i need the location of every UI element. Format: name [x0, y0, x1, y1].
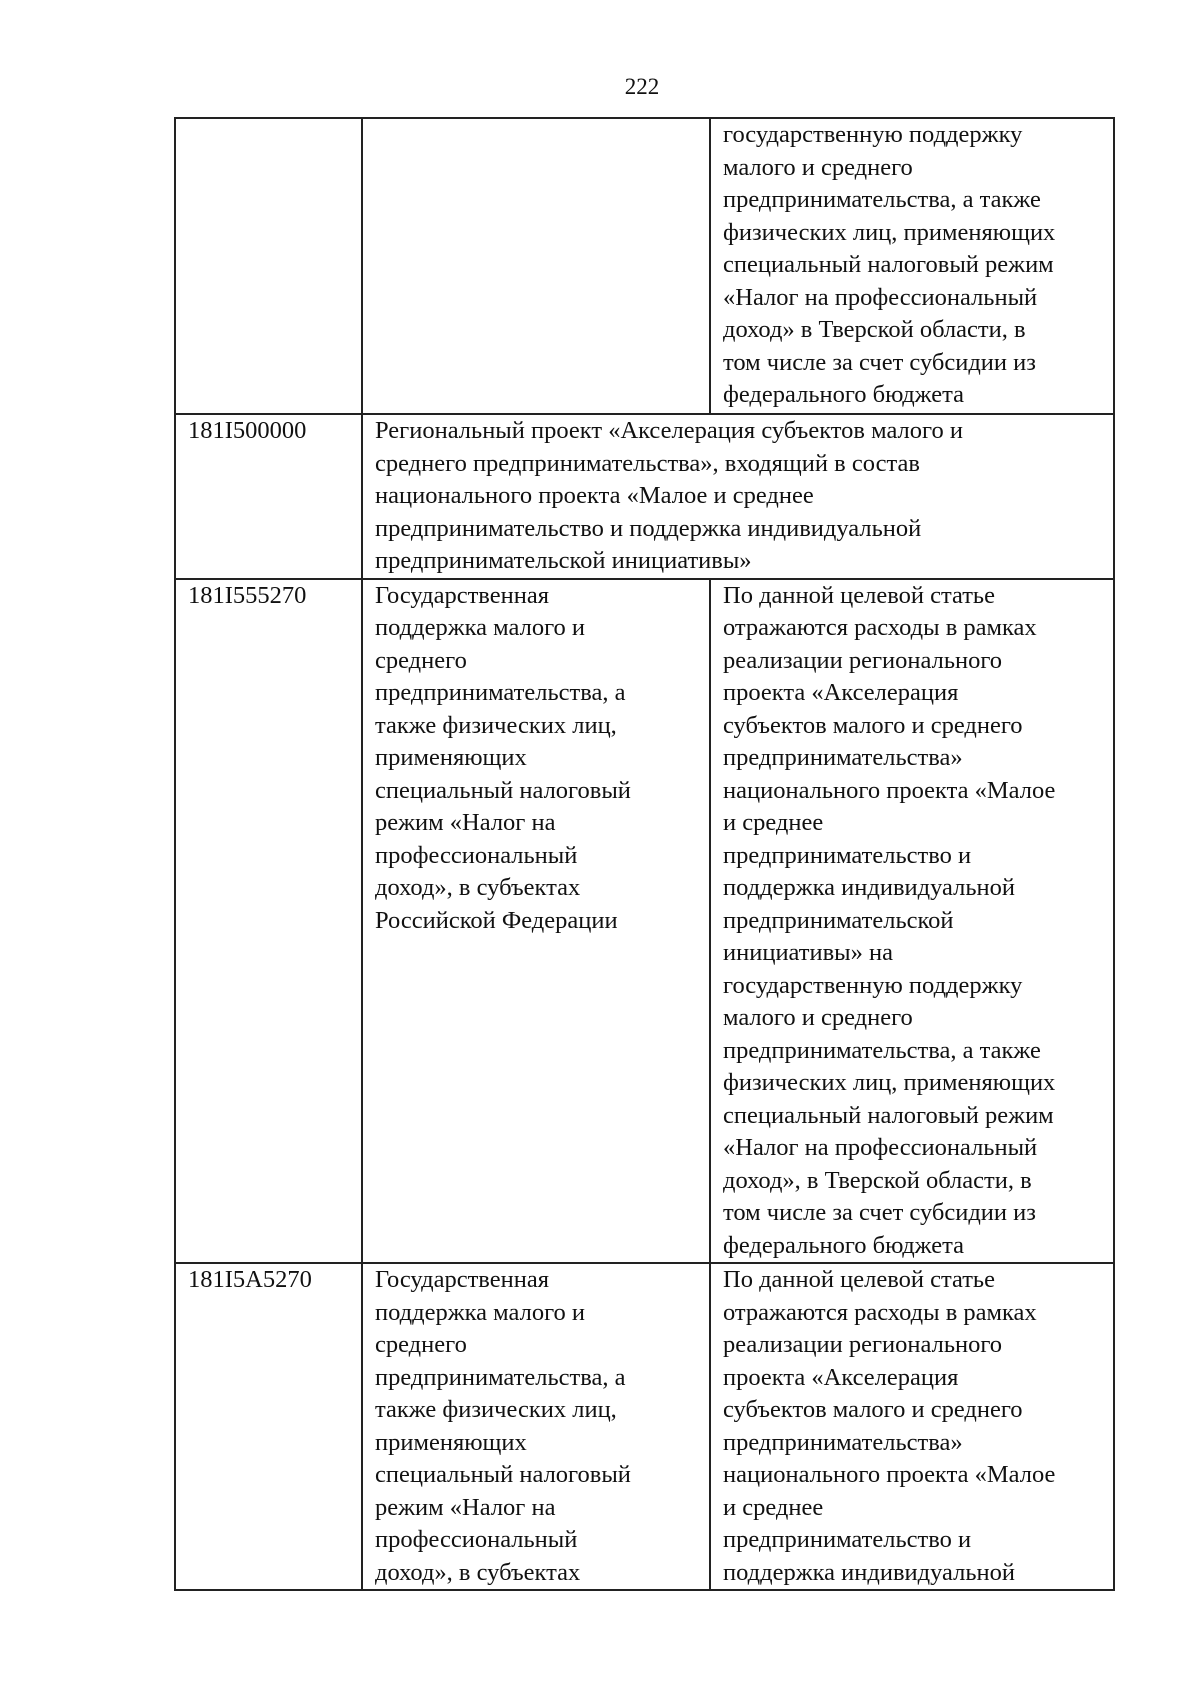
- description-line: доход», в Тверской области, в: [723, 1166, 1032, 1194]
- description-line: По данной целевой статье: [723, 1266, 995, 1293]
- name-cell: [362, 579, 710, 1264]
- table-row: [175, 118, 1114, 414]
- description-line: По данной целевой статье: [723, 581, 995, 609]
- description-line: национального проекта «Малое: [723, 1461, 1056, 1488]
- table-row: [175, 579, 1114, 1264]
- name-line: национального проекта «Малое и среднее: [375, 482, 814, 509]
- description-line: предпринимательство и: [723, 841, 972, 869]
- name-line: Государственная: [375, 1266, 549, 1293]
- name-line: доход», в субъектах: [375, 874, 581, 901]
- description-line: том числе за счет субсидии из: [723, 1199, 1036, 1226]
- description-line: государственную поддержку: [723, 121, 1023, 148]
- name-line: поддержка малого и: [375, 1298, 585, 1326]
- description-cell: [710, 118, 1114, 414]
- name-line: применяющих: [375, 744, 527, 771]
- description-line: отражаются расходы в рамках: [723, 614, 1037, 641]
- description-line: специальный налоговый режим: [723, 251, 1054, 278]
- name-line: Российской Федерации: [375, 906, 618, 934]
- description-line: проекта «Акселерация: [723, 679, 959, 706]
- description-line: предпринимательства, а также: [723, 186, 1041, 213]
- name-line: применяющих: [375, 1428, 527, 1456]
- description-line: специальный налоговый режим: [723, 1101, 1054, 1129]
- description-line: предпринимательской: [723, 906, 954, 934]
- name-line: профессиональный: [375, 1526, 578, 1553]
- name-line: предпринимательской инициативы»: [375, 547, 752, 574]
- description-line: поддержка индивидуальной: [723, 1558, 1016, 1586]
- description-line: физических лиц, применяющих: [723, 218, 1056, 246]
- name-line: специальный налоговый: [375, 1461, 631, 1488]
- description-line: предпринимательство и: [723, 1526, 972, 1553]
- description-line: предпринимательства»: [723, 1428, 963, 1456]
- description-line: субъектов малого и среднего: [723, 1396, 1023, 1423]
- name-line: среднего: [375, 646, 467, 674]
- description-line: предпринимательства, а также: [723, 1036, 1041, 1064]
- name-line: Региональный проект «Акселерация субъектов малого и: [375, 417, 963, 444]
- code-cell: 181I555270: [175, 579, 362, 1264]
- name-line: профессиональный: [375, 841, 578, 869]
- description-line: федерального бюджета: [723, 1231, 965, 1259]
- name-cell: [362, 118, 710, 414]
- name-line: предпринимательства, а: [375, 679, 626, 706]
- name-cell: [362, 1263, 710, 1590]
- name-line: специальный налоговый: [375, 776, 631, 804]
- description-line: инициативы» на: [723, 939, 894, 966]
- budget-classification-table: [174, 117, 1115, 1591]
- code-cell: 181I500000: [175, 414, 362, 579]
- page-number: 222: [624, 74, 660, 99]
- name-line: режим «Налог на: [375, 809, 556, 836]
- name-line: предпринимательство и поддержка индивидуальной: [375, 514, 922, 542]
- description-cell: [710, 579, 1114, 1264]
- description-line: малого и среднего: [723, 153, 913, 181]
- description-line: доход» в Тверской области, в: [723, 316, 1026, 343]
- table-row: [175, 414, 1114, 579]
- description-line: и среднее: [723, 1493, 824, 1521]
- description-line: субъектов малого и среднего: [723, 711, 1023, 739]
- name-line: поддержка малого и: [375, 614, 585, 641]
- name-line: также физических лиц,: [375, 1396, 617, 1423]
- description-line: «Налог на профессиональный: [723, 283, 1038, 311]
- name-line: среднего: [375, 1331, 467, 1358]
- description-line: том числе за счет субсидии из: [723, 348, 1036, 376]
- description-line: предпринимательства»: [723, 744, 963, 771]
- description-line: поддержка индивидуальной: [723, 874, 1016, 901]
- name-line: среднего предпринимательства», входящий в состав: [375, 449, 920, 477]
- code-cell: [175, 118, 362, 414]
- name-line: доход», в субъектах: [375, 1558, 581, 1586]
- code-cell: 181I5A5270: [175, 1263, 362, 1590]
- merged-name-cell: [362, 414, 1114, 579]
- description-line: «Налог на профессиональный: [723, 1134, 1038, 1161]
- description-line: физических лиц, применяющих: [723, 1069, 1056, 1096]
- name-line: Государственная: [375, 581, 549, 609]
- name-line: предпринимательства, а: [375, 1363, 626, 1391]
- description-line: проекта «Акселерация: [723, 1363, 959, 1391]
- description-cell: [710, 1263, 1114, 1590]
- description-line: федерального бюджета: [723, 381, 965, 408]
- name-line: также физических лиц,: [375, 711, 617, 739]
- description-line: реализации регионального: [723, 1331, 1003, 1358]
- table-row: [175, 1263, 1114, 1590]
- description-line: малого и среднего: [723, 1004, 913, 1031]
- description-line: и среднее: [723, 809, 824, 836]
- description-line: реализации регионального: [723, 646, 1003, 674]
- name-line: режим «Налог на: [375, 1493, 556, 1521]
- description-line: государственную поддержку: [723, 971, 1023, 999]
- description-line: национального проекта «Малое: [723, 776, 1056, 804]
- description-line: отражаются расходы в рамках: [723, 1298, 1037, 1326]
